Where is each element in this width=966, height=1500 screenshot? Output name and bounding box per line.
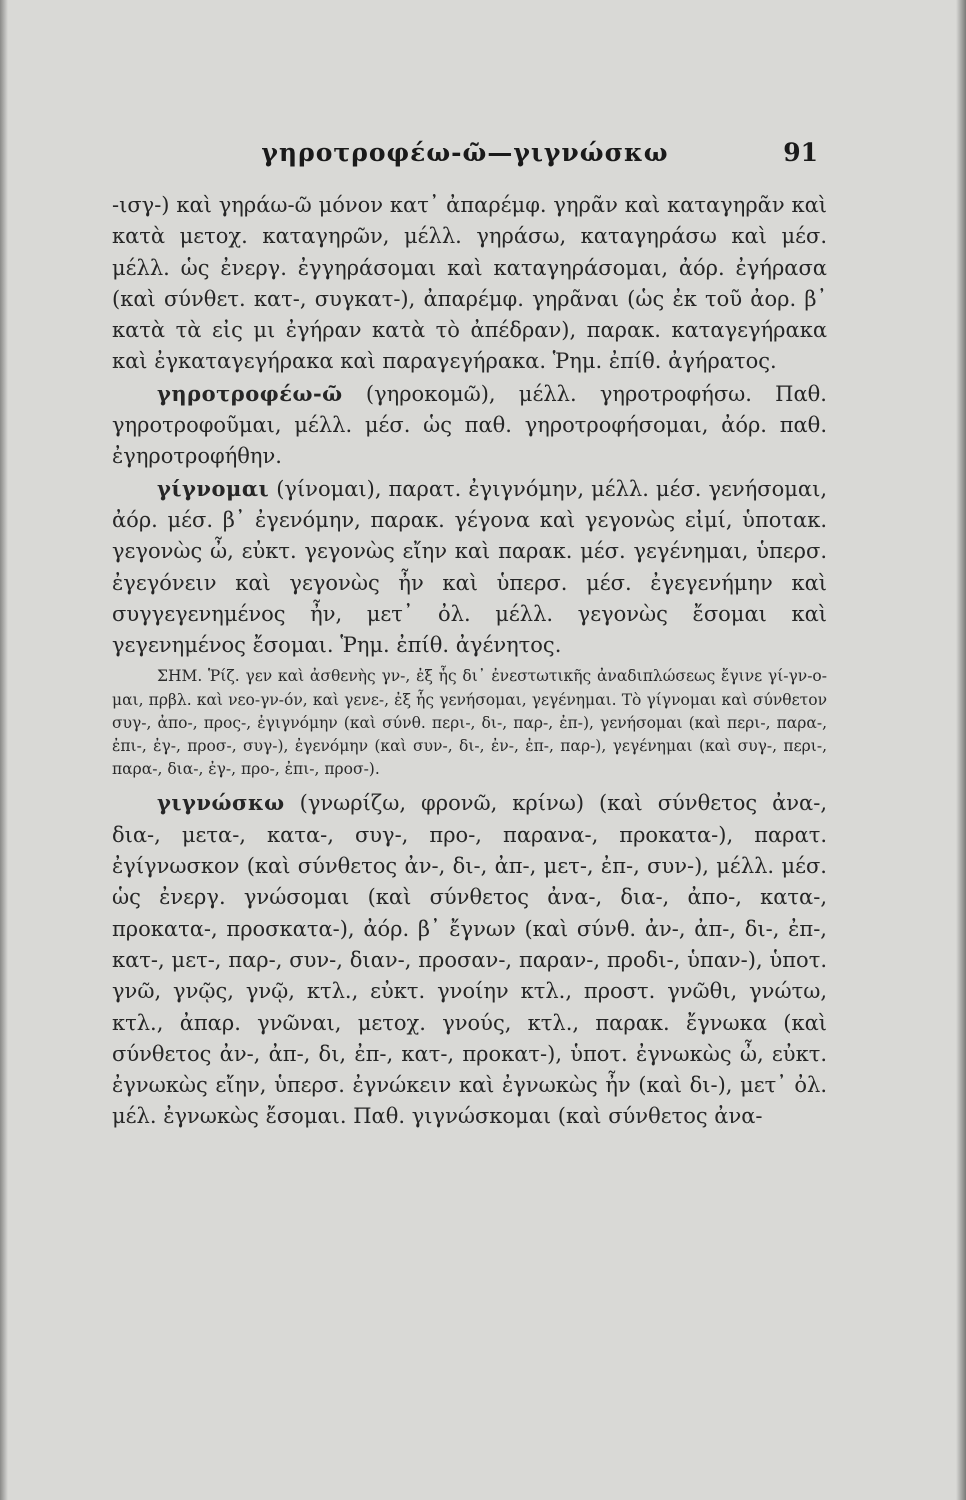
entry-gerotropheo [112,378,827,473]
page-header [100,138,830,178]
headword: γηροτροφέω-ῶ [157,380,343,406]
entry-text: -ισγ-) καὶ γηράω-ῶ μόνον κατ᾽ ἀπαρέμφ. γηρᾶν καὶ καταγηρᾶν καὶ κατὰ μετοχ. καταγηρῶν, μέλλ. γηράσω, καταγηράσω καὶ μέσ. μέλλ. ὡς ἐνεργ. ἐγγηράσομαι καὶ καταγηράσομαι, ἀόρ. ἐγήρασα (καὶ σύνθετ. κατ-, συγκατ-), ἀπαρέμφ. γηρᾶναι (ὡς ἐκ τοῦ ἀορ. β᾽ κατὰ τὰ εἰς μι ἐγήραν κατὰ τὸ ἀπέδραν), παρακ. καταγεγήρακα καὶ ἐγκαταγεγήρακα καὶ παραγεγήρακα. Ῥημ. ἐπίθ. ἀγήρατος. [112,193,827,374]
headword: γιγνώσκω [157,790,285,816]
entry-text: (γηροκομῶ), μέλλ. γηροτροφήσω. Παθ. γηροτροφοῦμαι, μέλλ. μέσ. ὡς παθ. γηροτροφήσομαι, ἀόρ. παθ. ἐγηροτροφήθην. [112,381,827,469]
running-title: γηροτροφέω-ῶ—γιγνώσκω [261,138,669,167]
dictionary-body [112,190,827,1133]
page-edge-right [956,0,966,1500]
note-paragraph: ΣΗΜ. Ῥίζ. γεν καὶ ἀσθενὴς γν-, ἐξ ἧς δι᾽ ἐνεστωτικῆς ἀναδιπλώσεως ἔγινε γί-γν-ο-μαι, πρβλ. καὶ νεο-γν-όν, καὶ γενε-, ἐξ ἧς γενήσομαι, γεγένημαι. Τὸ γίγνομαι καὶ σύνθετον συγ-, ἀπο-, προς-, ἐγιγνόμην (καὶ σύνθ. περι-, δι-, παρ-, ἐπ-), γενήσομαι (καὶ περι-, παρα-, ἐπι-, ἐγ-, προσ-, συγ-), ἐγενόμην (καὶ συν-, δι-, ἐν-, ἐπ-, παρ-), γεγένημαι (καὶ συγ-, περι-, παρα-, δια-, ἐγ-, προ-, ἐπι-, προσ-). [112,667,827,779]
entry-gignomai [112,473,827,662]
headword: γίγνομαι [157,475,270,501]
entry-text: (γνωρίζω, φρονῶ, κρίνω) (καὶ σύνθετος ἀνα-, δια-, μετα-, κατα-, συγ-, προ-, παρανα-, προκατα-), παρατ. ἐγίγνωσκον (καὶ σύνθετος ἀν-, δι-, ἀπ-, μετ-, ἐπ-, συν-), μέλλ. μέσ. ὡς ἐνεργ. γνώσομαι (καὶ σύνθετος ἀνα-, δια-, ἀπο-, κατα-, προκατα-, προσκατα-), ἀόρ. β᾽ ἔγνων (καὶ σύνθ. ἀν-, ἀπ-, δι-, ἐπ-, κατ-, μετ-, παρ-, συν-, διαν-, προσαν-, παραν-, προδι-, ὑπαν-), ὑποτ. γνῶ, γνῷς, γνῷ, κτλ., εὐκτ. γνοίην κτλ., προστ. γνῶθι, γνώτω, κτλ., ἀπαρ. γνῶναι, μετοχ. γνούς, κτλ., παρακ. ἔγνωκα (καὶ σύνθετος ἀν-, ἀπ-, δι, ἐπ-, κατ-, προκατ-), ὑποτ. ἐγνωκὼς ὦ, εὐκτ. ἐγνωκὼς εἴην, ὑπερσ. ἐγνώκειν καὶ ἐγνωκὼς ἦν (καὶ δι-), μετ᾽ ὀλ. μέλ. ἐγνωκὼς ἔσομαι. Παθ. γιγνώσκομαι (καὶ σύνθετος ἀνα- [112,791,827,1129]
page-edge-left [0,0,8,1500]
entry-continuation [112,190,827,378]
page-number: 91 [783,138,818,167]
entry-text: (γίνομαι), παρατ. ἐγιγνόμην, μέλλ. μέσ. γενήσομαι, ἀόρ. μέσ. β᾽ ἐγενόμην, παρακ. γέγονα καὶ γεγονὼς εἰμί, ὑποτακ. γεγονὼς ὦ, εὐκτ. γεγονὼς εἴην καὶ παρακ. μέσ. γεγένημαι, ὑπερσ. ἐγεγόνειν καὶ γεγονὼς ἦν καὶ ὑπερσ. μέσ. ἐγεγενήμην καὶ συγγεγενημένος ἦν, μετ᾽ ὀλ. μέλλ. γεγονὼς ἔσομαι καὶ γεγενημένος ἔσομαι. Ῥημ. ἐπίθ. ἀγένητος. [112,476,827,658]
entry-gignosko [112,787,827,1132]
